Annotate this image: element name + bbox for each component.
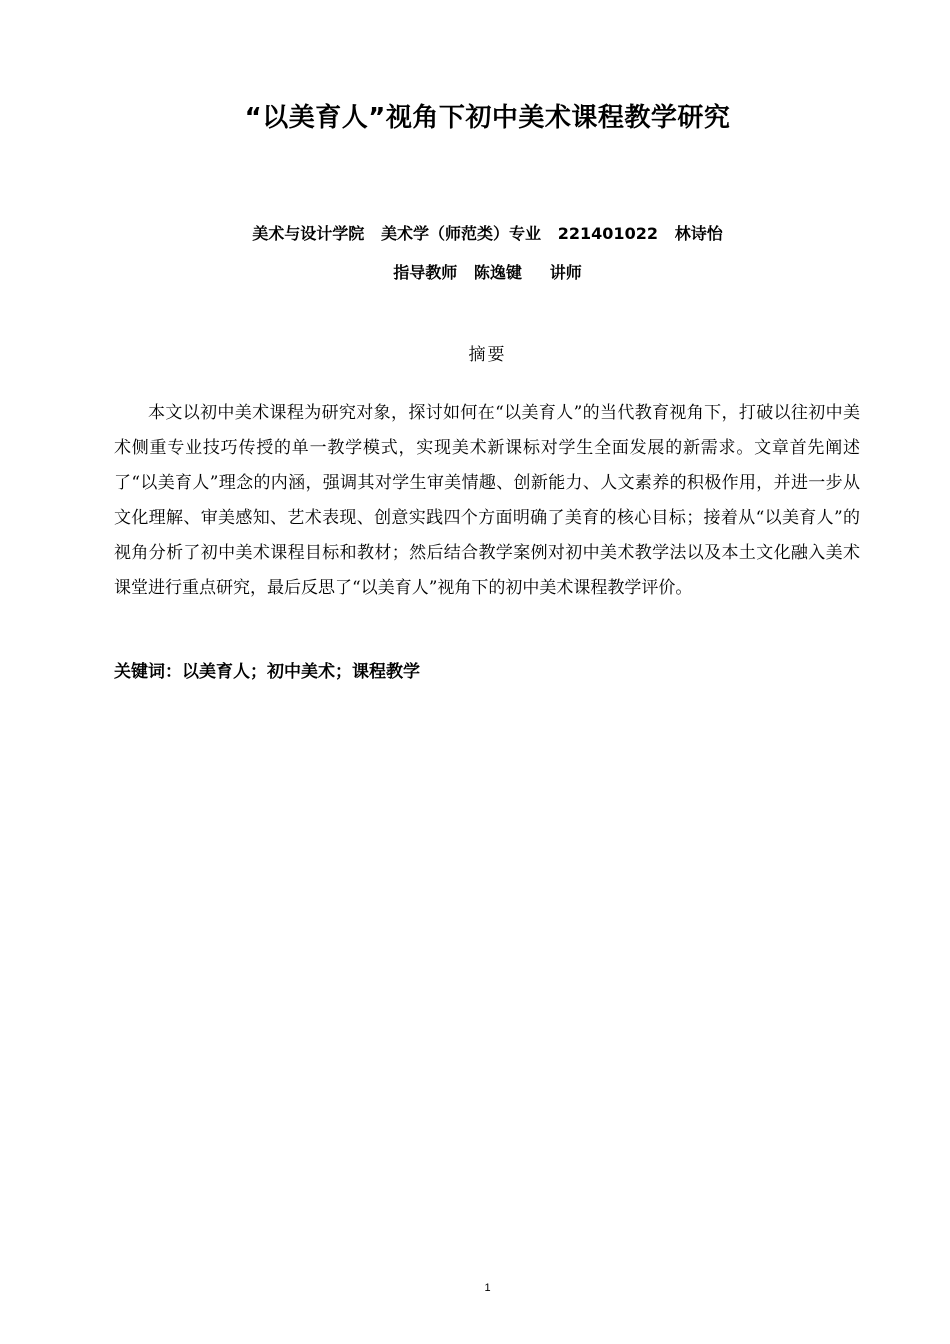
advisor-label: 指导教师	[393, 263, 458, 282]
major-name: 美术学（师范类）专业	[381, 224, 542, 243]
keywords-text: 以美育人；初中美术；课程教学	[182, 662, 420, 682]
abstract-body: 本文以初中美术课程为研究对象，探讨如何在“以美育人”的当代教育视角下，打破以往初中美术侧重专业技巧传授的单一教学模式，实现美术新课标对学生全面发展的新需求。文章首先阐述了“以美育人”理念的内涵，强调其对学生审美情趣、创新能力、人文素养的积极作用，并进一步从文化理解、审美感知、艺术表现、创意实践四个方面明确了美育的核心目标；接着从“以美育人”的视角分析了初中美术课程目标和教材；然后结合教学案例对初中美术教学法以及本土文化融入美术课堂进行重点研究，最后反思了“以美育人”视角下的初中美术课程教学评价。	[114, 403, 860, 598]
student-id: 221401022	[557, 224, 658, 243]
advisor-name: 陈逸键	[473, 263, 522, 282]
advisor-info-line	[0, 261, 950, 285]
author-info-line	[0, 222, 950, 246]
advisor-title: 讲师	[549, 263, 582, 282]
student-name: 林诗怡	[674, 224, 723, 243]
college-name: 美术与设计学院	[252, 224, 365, 243]
paper-title: “以美育人”视角下初中美术课程教学研究	[244, 103, 731, 133]
page-number: 1	[484, 1282, 491, 1294]
abstract-heading: 摘要	[468, 345, 507, 365]
keywords-label: 关键词：	[114, 662, 182, 682]
keywords-line	[114, 657, 860, 687]
